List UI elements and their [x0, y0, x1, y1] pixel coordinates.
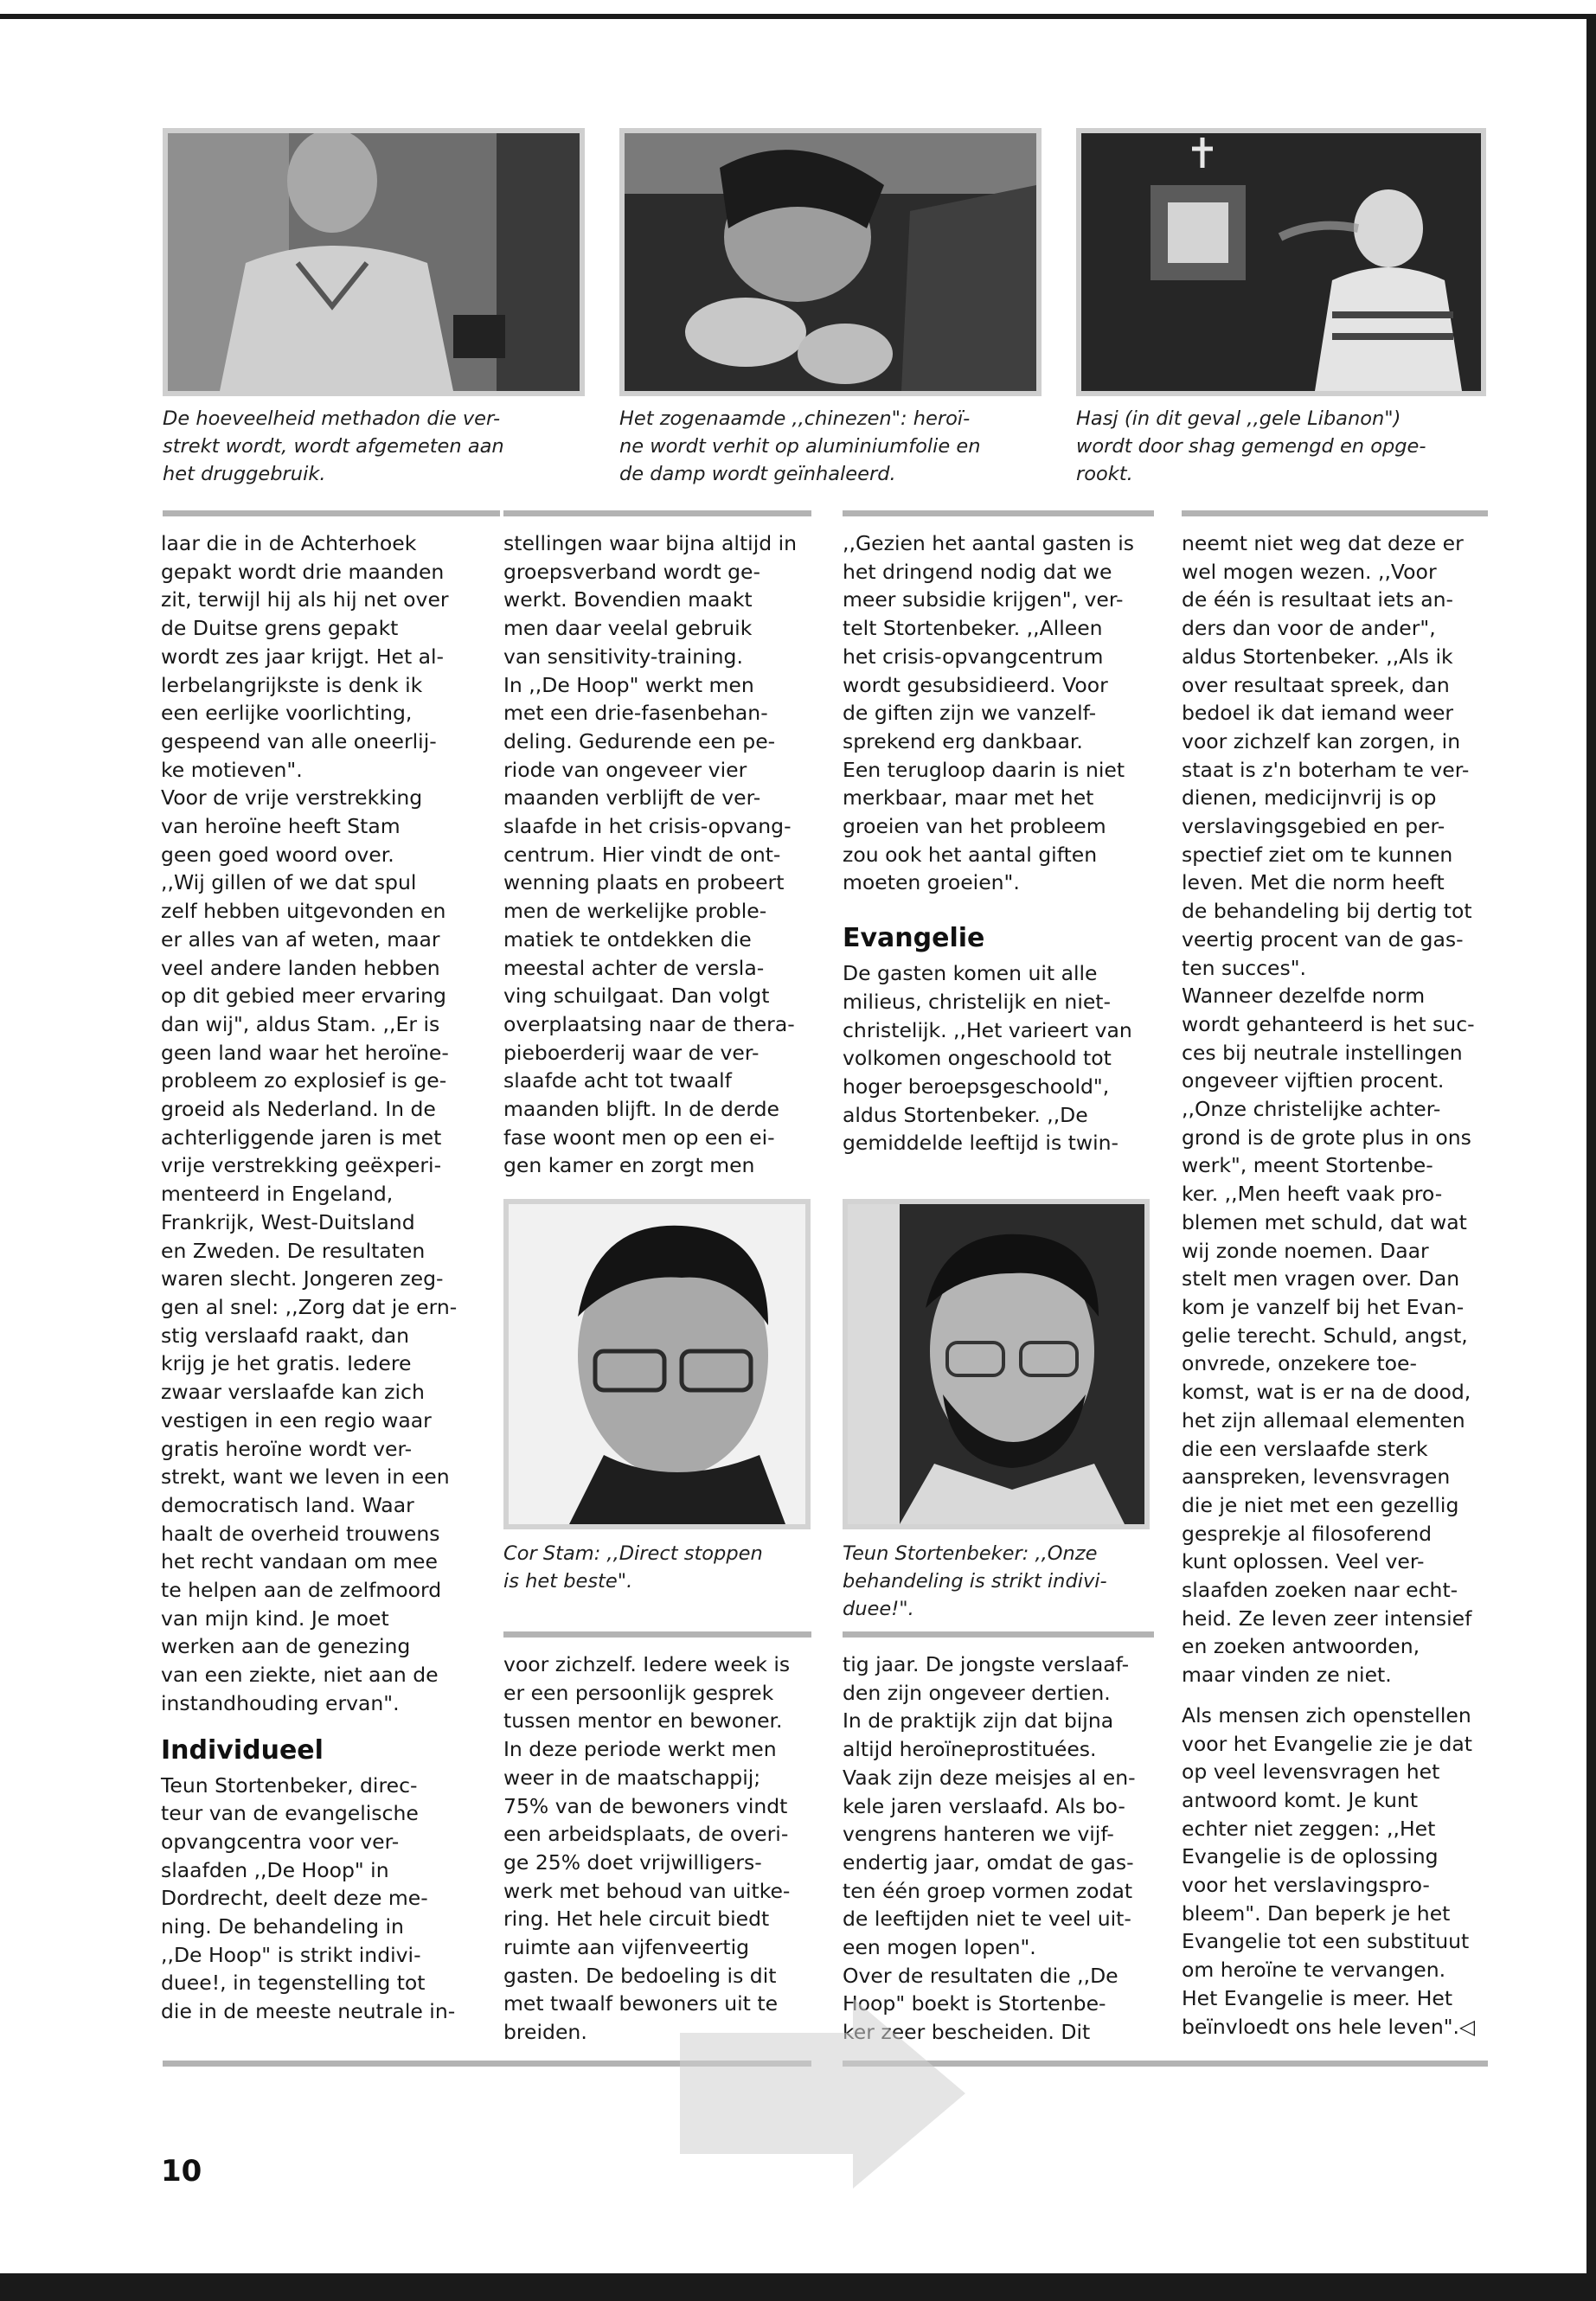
- column-3-text-a: ,,Gezien het aantal gasten is het dringend nodig dat we meer subsidie krijgen", ver- telt Stortenbeker. ,,Alleen het crisis-opvangcentrum wordt gesubsidieerd. Voor de giften zijn we vanzelf- sprekend erg dankbaar. Een terugloop daarin is niet merkbaar, maar met het groeien van het probleem zou ook het aantal giften moeten groeien".: [843, 531, 1135, 895]
- caption-cor-stam: Cor Stam: ,,Direct stoppen is het beste".: [503, 1542, 763, 1593]
- rule-top-col1: [163, 510, 500, 516]
- column-1-text-a: laar die in de Achterhoek gepakt wordt drie maanden zit, terwijl hij als hij net over de Duitse grens gepakt wordt zes jaar krijgt. Het al- lerbelangrijkste is denk ik een eerlijke voorlichting, gespeend van alle oneerlij- ke motieven". Voor de vrije verstrekking van heroïne heeft Stam geen goed woord over. ,,Wij gillen of we dat spul zelf hebben uitgevonden en er alles van af weten, maar veel andere landen hebben op dit gebied meer ervaring dan wij", aldus Stam. ,,Er is geen land waar het heroïne- probleem zo explosief is ge- groeid als Nederland. In de achterliggende jaren is met vrije verstrekking geëxperi- menteerd in Engeland, Frankrijk, West-Duitsland en Zweden. De resultaten waren slecht. Jongeren zeg- gen al snel: ,,Zorg dat je ern- stig verslaafd raakt, dan krijg je het gratis. Iedere zwaar verslaafde kan zich vestigen in een regio waar gratis heroïne wordt ver- strekt, want we leven in een democratisch land. Waar haalt de overheid trouwens het recht vandaan om mee te helpen aan de zelfmoord van mijn kind. Je moet werken aan de genezing van een ziekte, niet aan de instandhouding ervan".: [161, 531, 458, 1715]
- caption-methadon: De hoeveelheid methadon die ver- strekt wordt, wordt afgemeten aan het druggebruik.: [163, 407, 504, 485]
- portrait-teun-stortenbeker: [843, 1199, 1150, 1529]
- column-2-lower: [503, 1650, 824, 2047]
- column-4-text-b: Als mensen zich openstellen voor het Evangelie zie je dat op veel levensvragen het antwoord komt. Je kunt echter niet zeggen: ,,Het Evangelie is de oplossing voor het verslavingspro- bleem". Dan beperk je het Evangelie tot een substituut om heroïne te vervangen. Het Evangelie is meer. Het beïnvloedt ons hele leven".◁: [1182, 1702, 1476, 2039]
- column-3-text-c: tig jaar. De jongste verslaaf- den zijn ongeveer dertien. In de praktijk zijn dat bijna altijd heroïneprostituées. Vaak zijn deze meisjes al en- kele jaren verslaafd. Als bo- vengrens hanteren we vijf- endertig jaar, omdat de gas- ten één groep vormen zodat de leeftijden niet te veel uit- een mogen lopen". Over de resultaten die ,,De Hoop" boekt is Stortenbe- zeer bescheiden. Dit: [843, 1652, 1136, 2045]
- rule-top-col4: [1182, 510, 1488, 516]
- rule-top-col3: [843, 510, 1154, 516]
- page-border-bottom: [0, 2273, 1596, 2301]
- rule-top-col2: [503, 510, 811, 516]
- column-2-text-b: voor zichzelf. Iedere week is er een persoonlijk gesprek tussen mentor en bewoner. In deze periode werkt men weer in de maatschappij; 75% van de bewoners vindt een arbeidsplaats, de overi- ge 25% doet vrijwilligers- werk met behoud van uitke- ring. Het hele circuit biedt ruimte aan vijfenveertig gasten. De bedoeling is dit met twaalf bewoners uit te breiden.: [503, 1652, 791, 2045]
- rule-mid-col2: [503, 1631, 811, 1638]
- column-4: [1182, 529, 1502, 2041]
- column-3-lower: [843, 1650, 1163, 2047]
- column-3: [843, 529, 1163, 1157]
- photo-methadon: [163, 128, 585, 396]
- heading-evangelie: Evangelie: [843, 923, 985, 954]
- column-4-text-a: neemt niet weg dat deze er wel mogen wezen. ,,Voor de één is resultaat iets an- ders dan voor de ander", aldus Stortenbeker. ,,Als ik over resultaat spreek, dan bedoel ik dat iemand weer voor zichzelf kan zorgen, in staat is z'n boterham te ver- dienen, medicijnvrij is op verslavingsgebied en per- spectief ziet om te kunnen leven. Met die norm heeft de behandeling bij dertig tot veertig procent van de gas- ten succes". Wanneer dezelfde norm wordt gehanteerd is het suc- ces bij neutrale instellingen ongeveer vijftien procent. ,,Onze christelijke achter- grond is de grote plus in ons werk", meent Stortenbe- ker. ,,Men heeft vaak pro- blemen met schuld, dat wat wij zonde noemen. Daar stelt men vragen over. Dan kom je vanzelf bij het Evan- gelie terecht. Schuld, angst, onvrede, onzekere toe- komst, wat is er na de dood, het zijn allemaal elementen die een verslaafde sterk aanspreken, levensvragen die je niet met een gezellig gesprekje al filosoferend kunt oplossen. Veel ver- slaafden zoeken naar echt- heid. Ze leven zeer intensief en zoeken antwoorden, maar vinden ze niet.: [1182, 531, 1475, 1688]
- caption-teun-stortenbeker: Teun Stortenbeker: ,,Onze behandeling is strikt indivi- duee!".: [843, 1542, 1107, 1620]
- column-3-text-b: De gasten komen uit alle milieus, christelijk en niet- christelijk. ,,Het varieert van volkomen ongeschoold tot hoger beroepsgeschoold", aldus Stortenbeker. ,,De gemiddelde leeftijd is twin-: [843, 961, 1132, 1156]
- column-1: [161, 529, 481, 2026]
- rule-mid-col3: [843, 1631, 1154, 1638]
- column-2-text-a: stellingen waar bijna altijd in groepsverband wordt ge- werkt. Bovendien maakt men daar veelal gebruik van sensitivity-training. In ,,De Hoop" werkt men met een drie-fasenbehan- deling. Gedurende een pe- riode van ongeveer vier maanden verblijft de ver- slaafde in het crisis-opvang- centrum. Hier vindt de ont- wenning plaats en probeert men de werkelijke proble- matiek te ontdekken die meestal achter de versla- ving schuilgaat. Dan volgt overplaatsing naar de thera- pieboerderij waar de ver- slaafde acht tot twaalf maanden blijft. In de derde fase woont men op een ei- gen kamer en zorgt men: [503, 531, 798, 1178]
- caption-chinezen: Het zogenaamde ,,chinezen": heroï- ne wordt verhit op aluminiumfolie en de damp wordt geïnhaleerd.: [619, 407, 981, 485]
- page-number: 10: [161, 2154, 202, 2189]
- column-1-text-b: Teun Stortenbeker, direc- teur van de evangelische opvangcentra voor ver- slaafden ,,De Hoop" in Dordrecht, deelt deze me- ning. De behandeling in ,,De Hoop" is strikt indivi- duee!, in tegenstelling tot die in de meeste neutrale in-: [161, 1772, 456, 2024]
- photo-chinezen: [619, 128, 1042, 396]
- arrow-watermark: [680, 1998, 965, 2189]
- heading-individueel: Individueel: [161, 1734, 324, 1766]
- caption-hasj: Hasj (in dit geval ,,gele Libanon") wordt door shag gemengd en opge- rookt.: [1076, 407, 1426, 485]
- page-border-right: [1586, 14, 1596, 2301]
- page-border-top: [0, 14, 1596, 19]
- column-2: [503, 529, 824, 1180]
- portrait-cor-stam: [503, 1199, 811, 1529]
- photo-hasj: [1076, 128, 1486, 396]
